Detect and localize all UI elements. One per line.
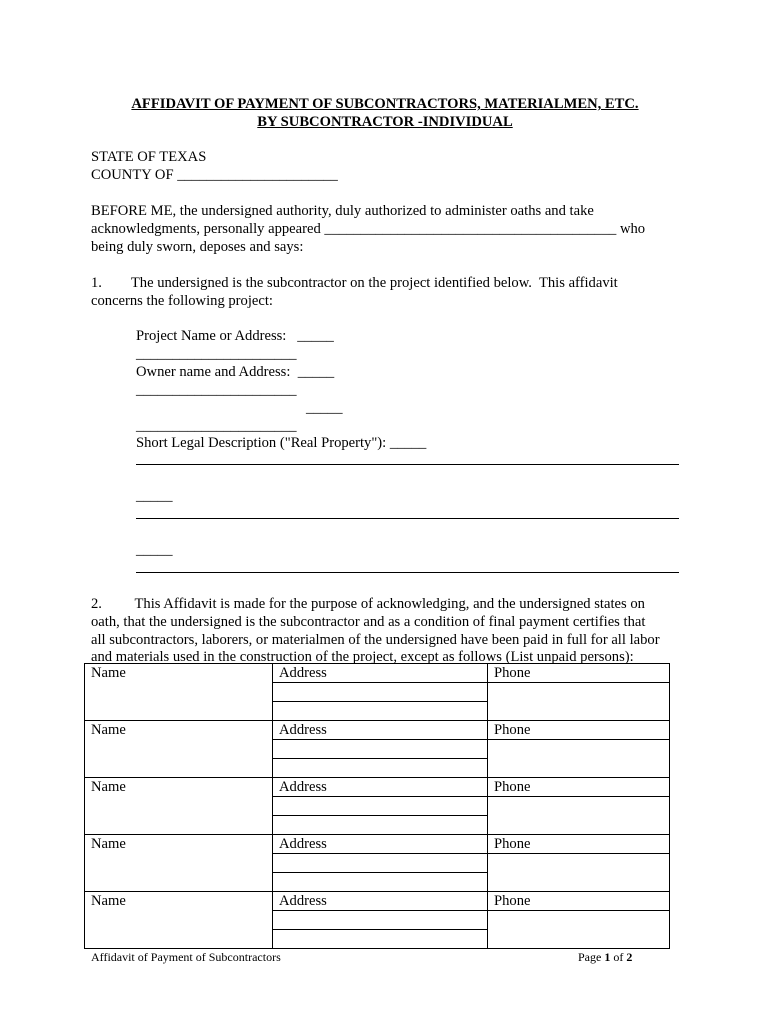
phone-label-cell: Phone <box>488 664 670 683</box>
section2-line-1: 2. This Affidavit is made for the purpose of acknowledging, and the undersigned states on <box>91 596 645 612</box>
address-line-2[interactable] <box>273 740 488 759</box>
address-line-3[interactable] <box>273 930 488 949</box>
document-title-line1: AFFIDAVIT OF PAYMENT OF SUBCONTRACTORS, MATERIALMEN, ETC. <box>131 96 639 112</box>
phone-input-cell[interactable] <box>488 683 670 721</box>
phone-label-cell: Phone <box>488 892 670 911</box>
page-current: 1 <box>604 950 611 964</box>
name-cell[interactable]: Name <box>85 664 273 721</box>
address-line-2[interactable] <box>273 854 488 873</box>
phone-input-cell[interactable] <box>488 854 670 892</box>
table-row <box>85 664 670 683</box>
section2-line-3: all subcontractors, laborers, or materialmen of the undersigned have been paid in full for all labor <box>91 632 660 648</box>
legal-description-rule-1[interactable] <box>136 464 679 465</box>
address-line-3[interactable] <box>273 873 488 892</box>
phone-label-cell: Phone <box>488 778 670 797</box>
table-row <box>85 778 670 797</box>
name-cell[interactable]: Name <box>85 892 273 949</box>
phone-input-cell[interactable] <box>488 797 670 835</box>
project-name-field[interactable]: Project Name or Address: _____ <box>136 328 334 344</box>
address-line-2[interactable] <box>273 797 488 816</box>
table-row <box>85 892 670 911</box>
footer-page-number <box>578 948 632 966</box>
of-word: of <box>610 950 627 964</box>
phone-label-cell: Phone <box>488 721 670 740</box>
address-line-2[interactable] <box>273 683 488 702</box>
address-cell[interactable]: Address <box>273 778 488 797</box>
county-line[interactable]: COUNTY OF ______________________ <box>91 167 338 183</box>
table-row <box>85 721 670 740</box>
page-word: Page <box>578 950 605 964</box>
address-line-3[interactable] <box>273 759 488 778</box>
document-title-line2: BY SUBCONTRACTOR -INDIVIDUAL <box>257 114 513 130</box>
owner-name-mid-blank[interactable]: _____ <box>306 400 343 416</box>
address-cell[interactable]: Address <box>273 664 488 683</box>
legal-description-field[interactable]: Short Legal Description ("Real Property"): _____ <box>136 435 427 451</box>
address-line-2[interactable] <box>273 911 488 930</box>
state-line: STATE OF TEXAS <box>91 149 207 165</box>
section1-line-2: concerns the following project: <box>91 293 273 309</box>
legal-description-short-1[interactable]: _____ <box>136 488 173 504</box>
address-line-3[interactable] <box>273 816 488 835</box>
owner-name-blank-2[interactable]: ______________________ <box>136 418 297 434</box>
owner-name-field[interactable]: Owner name and Address: _____ <box>136 364 335 380</box>
section2-line-2: oath, that the undersigned is the subcontractor and as a condition of final payment certifies that <box>91 614 646 630</box>
address-cell[interactable]: Address <box>273 835 488 854</box>
unpaid-persons-table <box>84 663 670 949</box>
phone-input-cell[interactable] <box>488 911 670 949</box>
table-row <box>85 835 670 854</box>
project-name-blank[interactable]: ______________________ <box>136 346 297 362</box>
page-total: 2 <box>626 950 633 964</box>
name-cell[interactable]: Name <box>85 778 273 835</box>
intro-line-2[interactable]: acknowledgments, personally appeared ________________________________________ who <box>91 221 646 237</box>
intro-line-1: BEFORE ME, the undersigned authority, duly authorized to administer oaths and take <box>91 203 594 219</box>
owner-name-blank-1[interactable]: ______________________ <box>136 382 297 398</box>
address-cell[interactable]: Address <box>273 892 488 911</box>
footer-document-name: Affidavit of Payment of Subcontractors <box>91 950 281 964</box>
phone-label-cell: Phone <box>488 835 670 854</box>
section2-line-4: and materials used in the construction of the project, except as follows (List unpaid persons): <box>91 649 634 665</box>
address-line-3[interactable] <box>273 702 488 721</box>
section1-line-1: 1. The undersigned is the subcontractor on the project identified below. This affidavit <box>91 275 618 291</box>
intro-line-3: being duly sworn, deposes and says: <box>91 239 304 255</box>
phone-input-cell[interactable] <box>488 740 670 778</box>
legal-description-rule-3[interactable] <box>136 572 679 573</box>
address-cell[interactable]: Address <box>273 721 488 740</box>
name-cell[interactable]: Name <box>85 835 273 892</box>
legal-description-rule-2[interactable] <box>136 518 679 519</box>
name-cell[interactable]: Name <box>85 721 273 778</box>
legal-description-short-2[interactable]: _____ <box>136 542 173 558</box>
